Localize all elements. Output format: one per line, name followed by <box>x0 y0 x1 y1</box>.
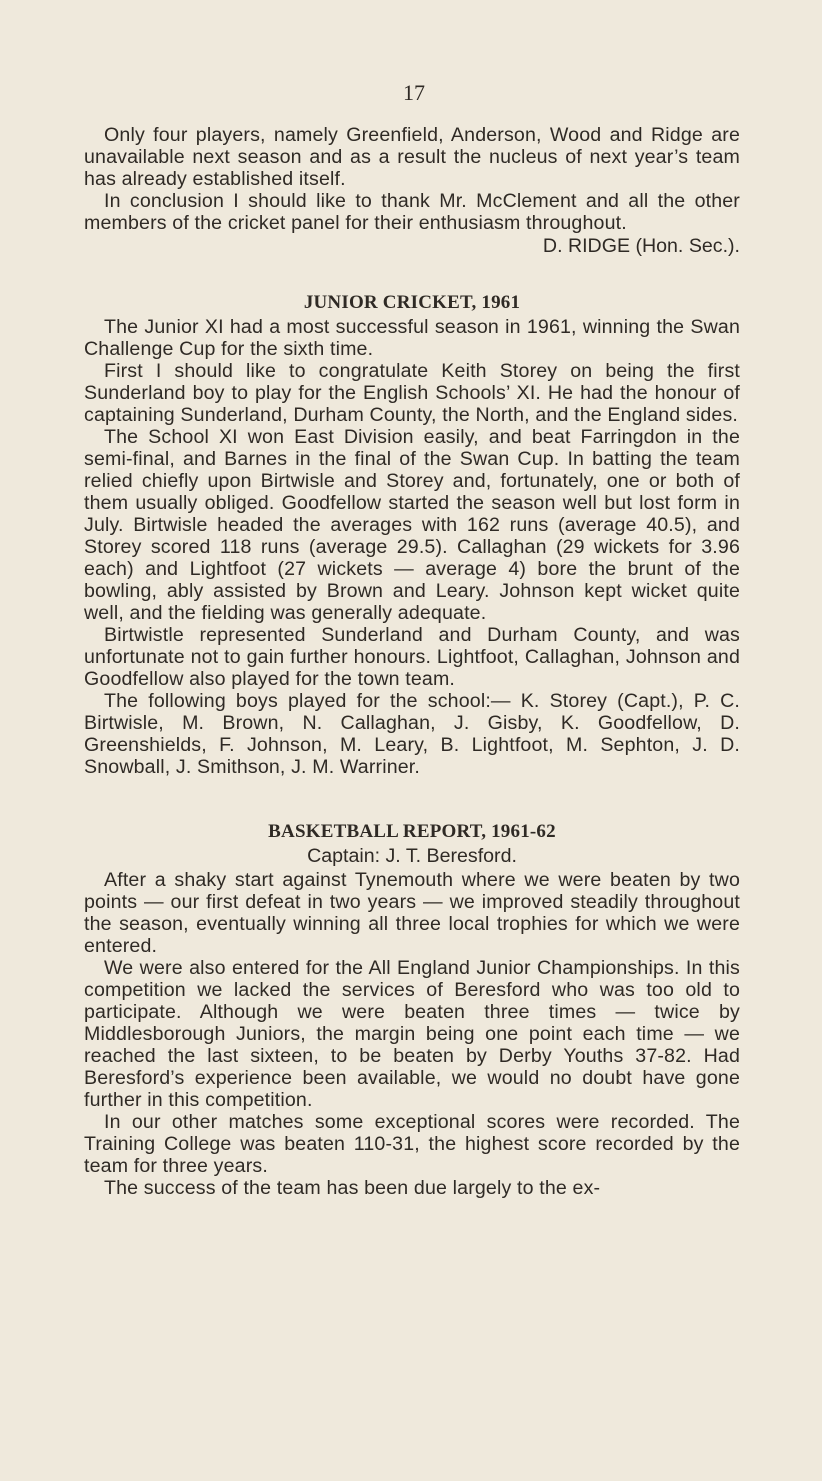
paragraph: The success of the team has been due largely to the ex- <box>104 1177 601 1199</box>
cricket-report-conclusion <box>84 124 740 257</box>
page-number: 17 <box>403 80 425 105</box>
junior-cricket-section <box>84 292 740 778</box>
paragraph: Only four players, namely Greenfield, Anderson, Wood and Ridge are unavailable next season and as a result the nucleus of next year’s team has already established itself. <box>84 124 740 190</box>
paragraph: We were also entered for the All England Junior Championships. In this competition we lacked the services of Beresford who was too old to participate. Although we were beaten three times — twice by Middlesborough Juniors, the margin being one point each time — we reached the last sixteen, to be beaten by Derby Youths 37-82. Had Beresford’s experience been available, we would no doubt have gone further in this competition. <box>84 957 740 1111</box>
signature: D. RIDGE (Hon. Sec.). <box>542 235 740 257</box>
paragraph: The following boys played for the school:— K. Storey (Capt.), P. C. Birtwisle, M. Brown, N. Callaghan, J. Gisby, K. Goodfellow, D. Greenshields, F. Johnson, M. Leary, B. Lightfoot, M. Sephton, J. D. Snowball, J. Smithson, J. M. Warriner. <box>84 690 740 778</box>
paragraph: The Junior XI had a most successful season in 1961, winning the Swan Challenge Cup for the sixth time. <box>84 316 740 360</box>
paragraph: In conclusion I should like to thank Mr. McClement and all the other members of the cricket panel for their enthusiasm throughout. <box>84 190 740 234</box>
basketball-section <box>84 821 740 1199</box>
section-heading: JUNIOR CRICKET, 1961 <box>303 292 521 313</box>
paragraph: The School XI won East Division easily, and beat Farringdon in the semi-final, and Barnes in the final of the Swan Cup. In batting the team relied chiefly upon Birtwisle and Storey and, fortunately, one or both of them usually obliged. Goodfellow started the season well but lost form in July. Birtwisle headed the averages with 162 runs (average 40.5), and Storey scored 118 runs (average 29.5). Callaghan (29 wickets for 3.96 each) and Lightfoot (27 wickets — average 4) bore the brunt of the bowling, ably assisted by Brown and Leary. Johnson kept wicket quite well, and the fielding was generally adequate. <box>84 426 740 624</box>
paragraph: After a shaky start against Tynemouth where we were beaten by two points — our first defeat in two years — we improved steadily throughout the season, eventually winning all three local trophies for which we were entered. <box>84 869 740 957</box>
section-heading: BASKETBALL REPORT, 1961-62 <box>268 821 556 842</box>
paragraph: In our other matches some exceptional scores were recorded. The Training College was beaten 110-31, the highest score recorded by the team for three years. <box>84 1111 740 1177</box>
paragraph: Birtwistle represented Sunderland and Durham County, and was unfortunate not to gain further honours. Lightfoot, Callaghan, Johnson and Goodfellow also played for the town team. <box>84 624 740 690</box>
captain-line: Captain: J. T. Beresford. <box>307 845 517 867</box>
paragraph: First I should like to congratulate Keith Storey on being the first Sunderland boy to play for the English Schools’ XI. He had the honour of captaining Sunderland, Durham County, the North, and the England sides. <box>84 360 740 426</box>
